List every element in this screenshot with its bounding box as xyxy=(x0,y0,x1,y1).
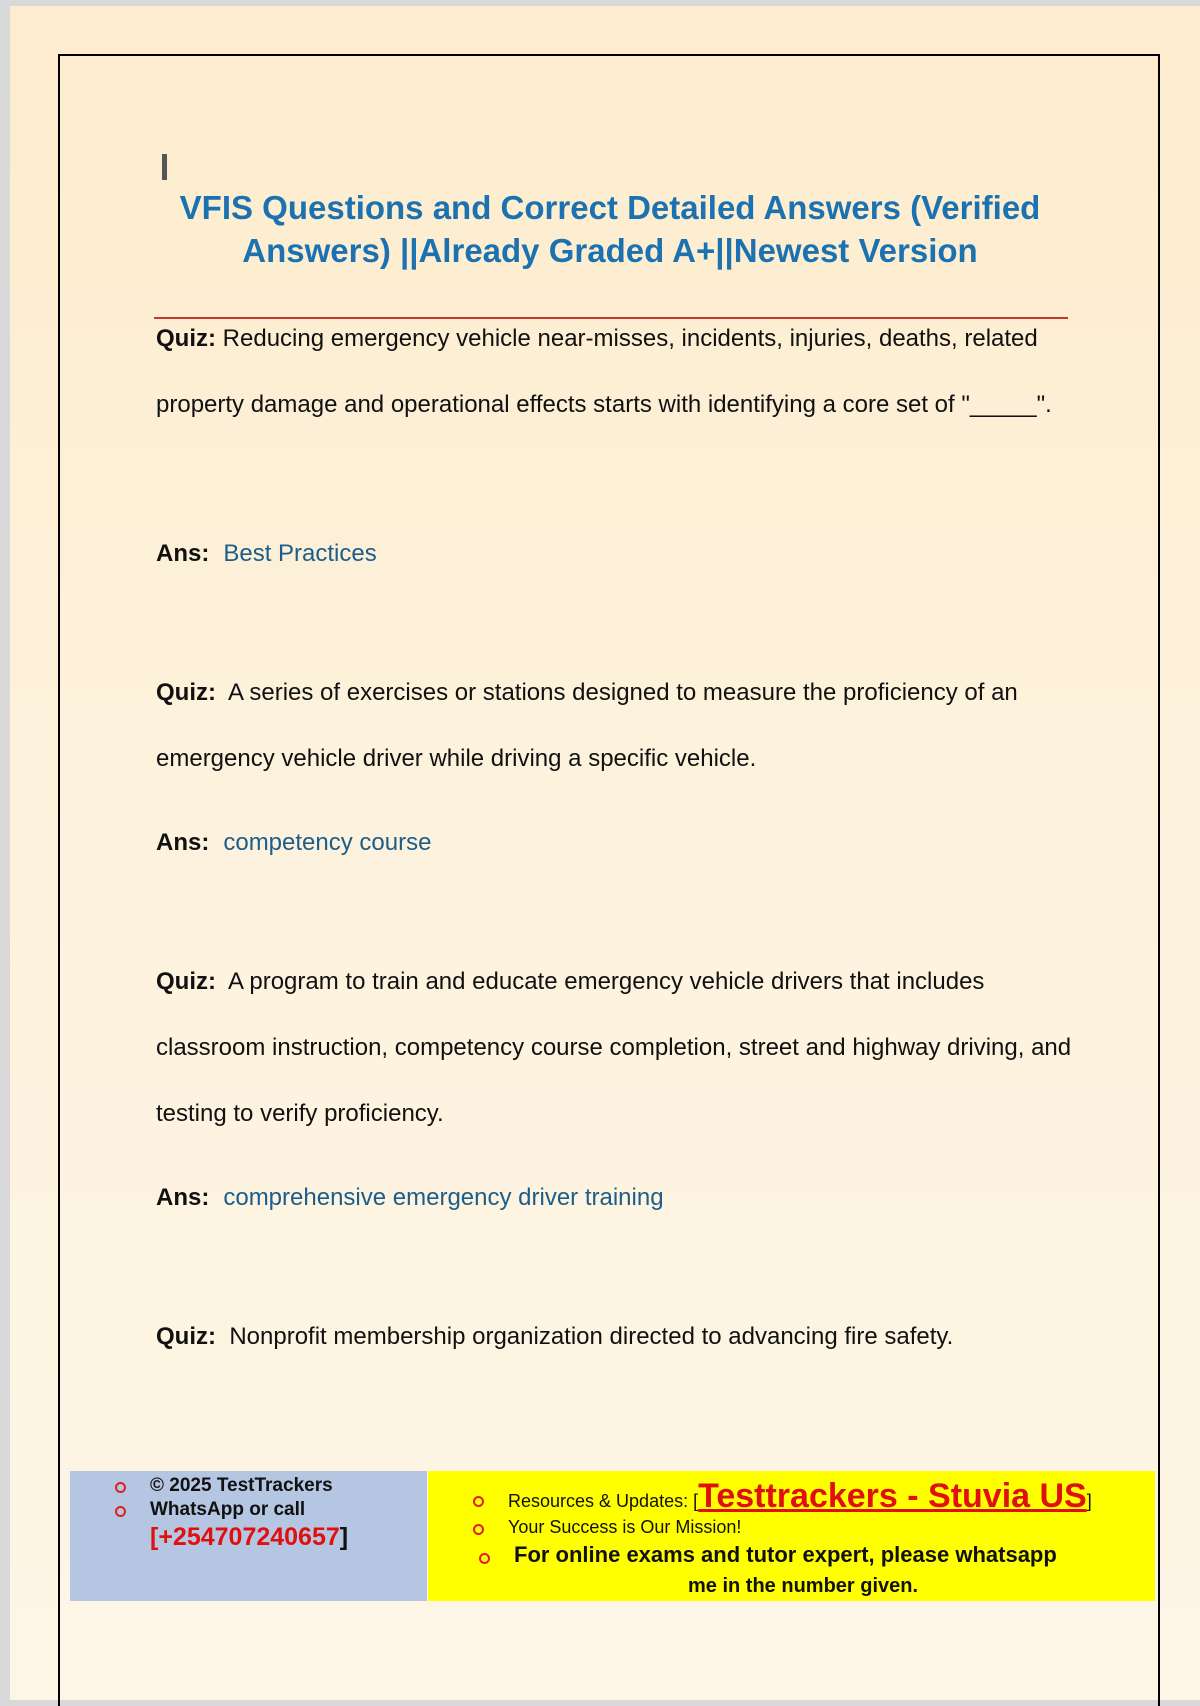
resources-link[interactable]: Testtrackers - Stuvia US xyxy=(698,1477,1087,1515)
ans-label: Ans: xyxy=(156,829,210,856)
quiz-question-4 xyxy=(156,1304,1086,1370)
answer-2 xyxy=(156,829,431,857)
tutor-line-2: me in the number given. xyxy=(688,1575,919,1597)
resources-line xyxy=(508,1477,1092,1516)
question-text: A series of exercises or stations designed to measure the proficiency of an emergency vehicle driver while driving a specific vehicle. xyxy=(156,679,1018,772)
answer-1 xyxy=(156,540,377,568)
ans-label: Ans: xyxy=(156,1184,210,1211)
text-cursor xyxy=(162,154,167,180)
quiz-label: Quiz: xyxy=(156,679,216,706)
page-border xyxy=(58,54,1160,1706)
mission-text: Your Success is Our Mission! xyxy=(508,1517,742,1537)
phone-number[interactable]: [+254707240657] xyxy=(150,1523,349,1551)
resources-label: Resources & Updates: [ xyxy=(508,1491,699,1511)
bullet-icon xyxy=(473,1496,484,1507)
whatsapp-label: WhatsApp or call xyxy=(150,1499,306,1520)
question-text: Nonprofit membership organization directed to advancing fire safety. xyxy=(229,1323,954,1350)
quiz-question-1 xyxy=(156,306,1086,438)
question-text: A program to train and educate emergency vehicle drivers that includes classroom instruction, competency course completion, street and highway driving, and testing to verify proficiency. xyxy=(156,968,1072,1127)
document-page xyxy=(10,6,1200,1700)
ans-label: Ans: xyxy=(156,540,210,567)
answer-text: comprehensive emergency driver training xyxy=(223,1184,664,1211)
bullet-icon xyxy=(115,1482,126,1493)
phone-value: +254707240657 xyxy=(158,1523,340,1551)
answer-text: competency course xyxy=(223,829,432,856)
question-text: Reducing emergency vehicle near-misses, incidents, injuries, deaths, related property damage and operational effects starts with identifying a core set of "_____". xyxy=(156,325,1052,418)
footer-contact-box xyxy=(70,1471,427,1601)
resources-close: ] xyxy=(1086,1491,1092,1511)
quiz-label: Quiz: xyxy=(156,325,216,352)
tutor-line-1: For online exams and tutor expert, please whatsapp xyxy=(514,1542,1057,1567)
answer-text: Best Practices xyxy=(223,540,377,567)
document-title: VFIS Questions and Correct Detailed Answers (Verified Answers) ||Already Graded A+||Newest Version xyxy=(179,189,1041,269)
bullet-icon xyxy=(473,1524,484,1535)
answer-3 xyxy=(156,1184,664,1212)
bullet-icon xyxy=(479,1553,490,1564)
footer-promo-box xyxy=(428,1471,1155,1601)
quiz-label: Quiz: xyxy=(156,1323,216,1350)
bullet-icon xyxy=(115,1506,126,1517)
quiz-question-3 xyxy=(156,949,1086,1147)
copyright-text: © 2025 TestTrackers xyxy=(150,1475,333,1496)
quiz-label: Quiz: xyxy=(156,968,216,995)
quiz-question-2 xyxy=(156,660,1086,792)
